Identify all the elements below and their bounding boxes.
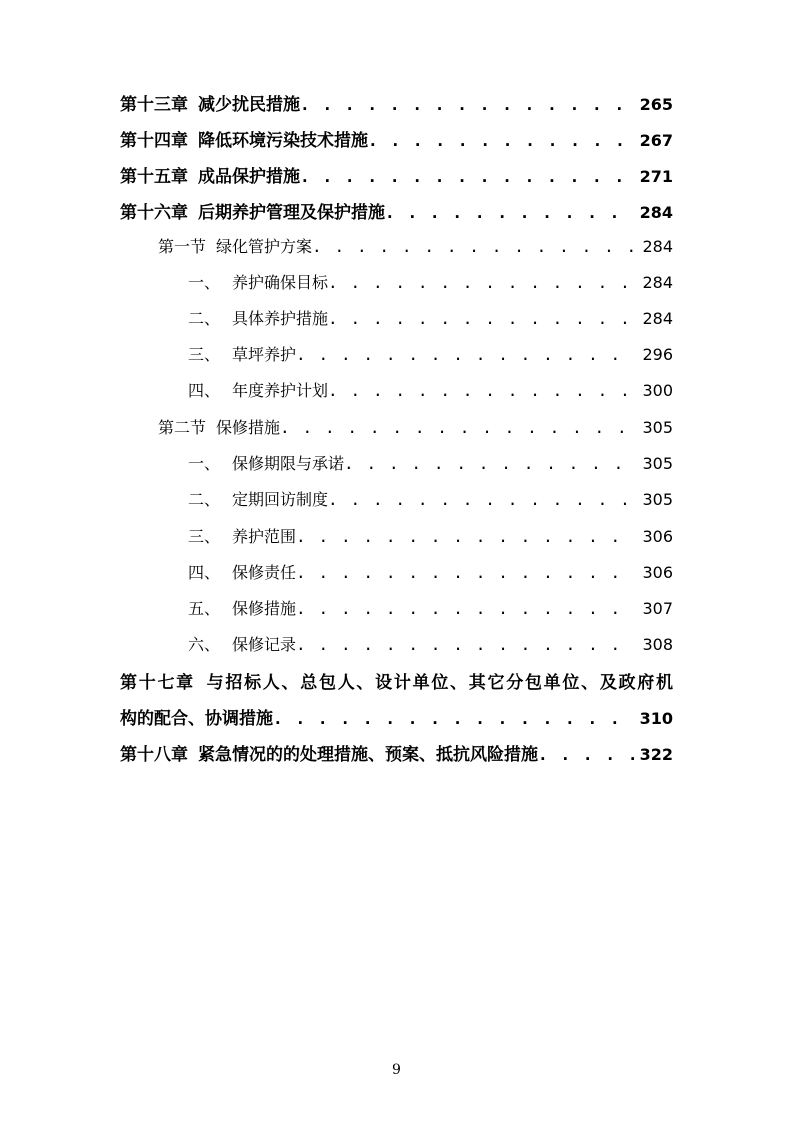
toc-title: 绿化管护方案	[216, 237, 313, 256]
toc-entry-item[interactable]	[188, 270, 673, 306]
toc-leader-dots	[296, 599, 636, 618]
toc-page-number: 322	[639, 745, 673, 764]
page-number-footer: 9	[392, 1062, 401, 1078]
toc-prefix: 第十八章	[120, 745, 188, 765]
toc-entry-section-2[interactable]	[158, 415, 673, 451]
toc-prefix: 二、	[188, 309, 221, 328]
toc-title: 保修责任	[232, 563, 297, 582]
toc-leader-dots	[296, 527, 636, 546]
toc-page-number: 284	[642, 237, 673, 256]
toc-leader-dots	[538, 745, 634, 764]
toc-prefix: 一、	[188, 454, 221, 473]
toc-prefix: 一、	[188, 273, 221, 292]
toc-leader-dots	[328, 273, 636, 292]
toc-entry-item[interactable]	[188, 560, 673, 596]
toc-page-number: 305	[642, 490, 673, 509]
toc-title: 减少扰民措施	[198, 95, 300, 115]
toc-prefix: 第一节	[158, 237, 207, 256]
toc-prefix: 第十五章	[120, 167, 188, 187]
toc-leader-dots	[328, 381, 636, 400]
toc-title: 构的配合、协调措施	[120, 709, 273, 729]
toc-title: 具体养护措施	[232, 309, 329, 328]
toc-prefix: 第十六章	[120, 203, 188, 223]
toc-prefix: 二、	[188, 490, 221, 509]
toc-entry-item[interactable]	[188, 524, 673, 560]
toc-title: 保修记录	[232, 635, 297, 654]
toc-title: 后期养护管理及保护措施	[198, 203, 385, 223]
toc-prefix: 五、	[188, 599, 221, 618]
toc-title: 草坪养护	[232, 345, 297, 364]
toc-title: 保修措施	[232, 599, 297, 618]
toc-prefix: 第十三章	[120, 95, 188, 115]
toc-page-number: 310	[639, 709, 673, 728]
toc-page-number: 308	[642, 635, 673, 654]
toc-title: 年度养护计划	[232, 381, 329, 400]
toc-leader-dots	[280, 418, 636, 437]
toc-page-number: 296	[642, 345, 673, 364]
toc-leader-dots	[328, 490, 636, 509]
toc-title: 紧急情况的的处理措施、预案、抵抗风险措施	[198, 745, 538, 765]
toc-page-number: 306	[642, 527, 673, 546]
toc-leader-dots	[273, 709, 634, 728]
toc-entry-chapter-18[interactable]	[120, 740, 673, 776]
toc-leader-dots	[312, 237, 636, 256]
toc-title: 养护确保目标	[232, 273, 329, 292]
toc-entry-item[interactable]	[188, 306, 673, 342]
toc-prefix: 三、	[188, 527, 221, 546]
toc-leader-dots	[296, 345, 636, 364]
toc-leader-dots	[300, 95, 634, 114]
toc-prefix: 四、	[188, 563, 221, 582]
toc-entry-item[interactable]	[188, 451, 673, 487]
toc-title: 定期回访制度	[232, 490, 329, 509]
toc-entry-chapter-17-line-2[interactable]	[120, 704, 673, 740]
toc-leader-dots	[296, 635, 636, 654]
toc-prefix: 六、	[188, 635, 221, 654]
toc-page-number: 305	[642, 418, 673, 437]
toc-entry-item[interactable]	[188, 342, 673, 378]
toc-prefix: 第十四章	[120, 131, 188, 151]
toc-page-number: 305	[642, 454, 673, 473]
toc-page-number: 307	[642, 599, 673, 618]
toc-title: 降低环境污染技术措施	[198, 131, 368, 151]
toc-entry-item[interactable]	[188, 596, 673, 632]
toc-leader-dots	[344, 454, 636, 473]
toc-page-number: 300	[642, 381, 673, 400]
toc-prefix: 第十七章	[120, 673, 195, 693]
toc-entry-chapter-13[interactable]	[120, 90, 673, 126]
toc-entry-section-1[interactable]	[158, 234, 673, 270]
toc-page-number: 284	[642, 273, 673, 292]
toc-page-number: 284	[639, 203, 673, 222]
toc-title: 保修措施	[216, 418, 281, 437]
toc-leader-dots	[328, 309, 636, 328]
toc-entry-item[interactable]	[188, 378, 673, 414]
toc-page-number: 267	[639, 131, 673, 150]
toc-page-number: 306	[642, 563, 673, 582]
toc-leader-dots	[385, 203, 634, 222]
toc-entry-item[interactable]	[188, 487, 673, 523]
toc-prefix: 第二节	[158, 418, 207, 437]
toc-leader-dots	[300, 167, 634, 186]
toc-title: 保修期限与承诺	[232, 454, 345, 473]
toc-entry-chapter-16[interactable]	[120, 198, 673, 234]
toc-leader-dots	[368, 131, 634, 150]
toc-prefix: 四、	[188, 381, 221, 400]
toc-title: 与招标人、总包人、设计单位、其它分包单位、及政府机	[204, 673, 673, 693]
toc-title: 成品保护措施	[198, 167, 300, 187]
toc-entry-chapter-15[interactable]	[120, 162, 673, 198]
toc-page-number: 265	[639, 95, 673, 114]
toc-leader-dots	[296, 563, 636, 582]
toc-page-number: 284	[642, 309, 673, 328]
toc-page-number: 271	[639, 167, 673, 186]
toc-entry-item[interactable]	[188, 632, 673, 668]
toc-entry-chapter-17-line-1[interactable]	[120, 668, 673, 704]
toc-title: 养护范围	[232, 527, 297, 546]
toc-entry-chapter-14[interactable]	[120, 126, 673, 162]
toc-prefix: 三、	[188, 345, 221, 364]
